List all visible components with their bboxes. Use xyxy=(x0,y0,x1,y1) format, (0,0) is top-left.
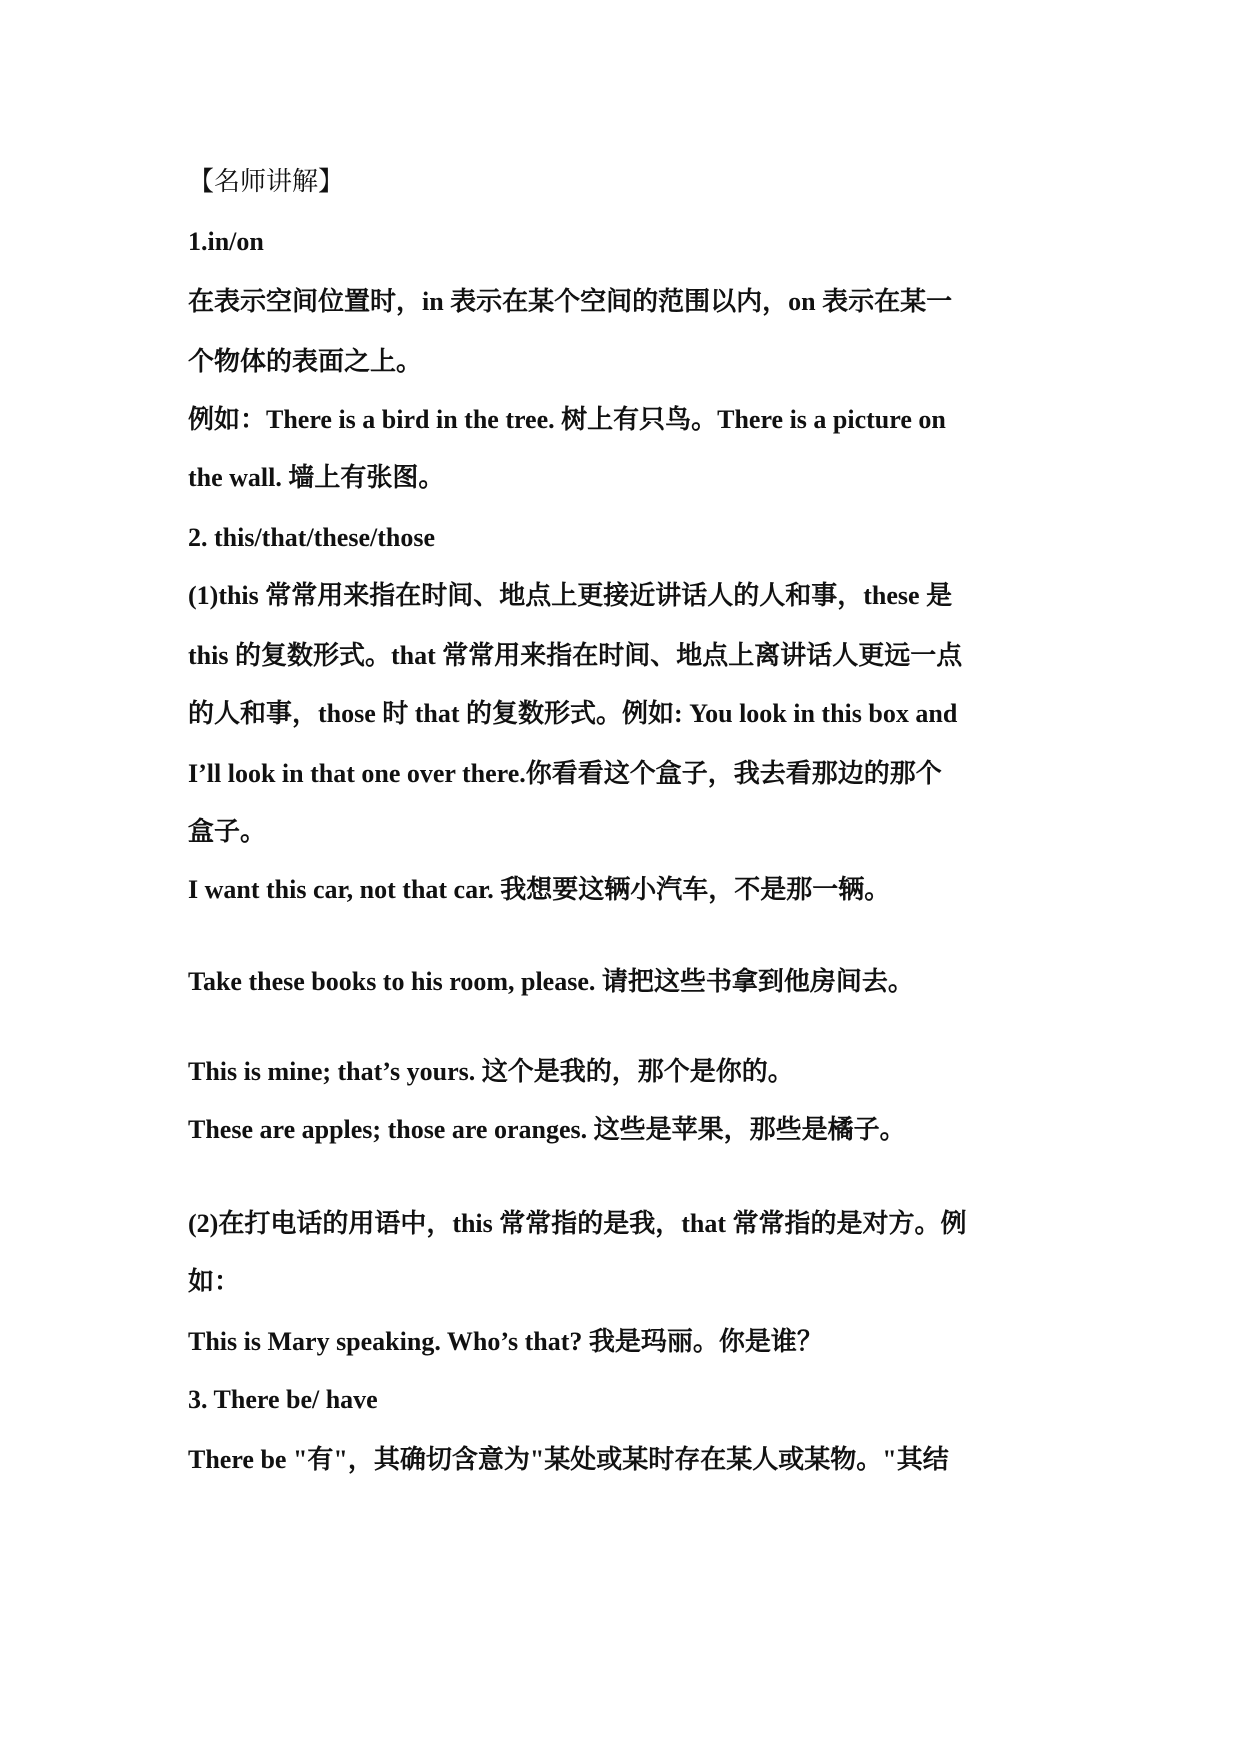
text-line: There be "有"，其确切含意为"某处或某时存在某人或某物。"其结 xyxy=(188,1445,949,1474)
text-line: 盒子。 xyxy=(188,817,267,846)
text-line: the wall. 墙上有张图。 xyxy=(188,463,445,492)
text-line: 个物体的表面之上。 xyxy=(188,347,423,376)
text-line: 2. this/that/these/those xyxy=(188,523,435,552)
text-line: I’ll look in that one over there.你看看这个盒子，我去看那边的那个 xyxy=(188,759,942,788)
text-line: 例如：There is a bird in the tree. 树上有只鸟。There is a picture on xyxy=(188,405,946,434)
text-line: 的人和事，those 时 that 的复数形式。例如: You look in this box and xyxy=(188,699,958,728)
text-line: 1.in/on xyxy=(188,227,264,256)
text-line: 如： xyxy=(188,1267,241,1296)
text-line: Take these books to his room, please. 请把这些书拿到他房间去。 xyxy=(188,967,914,996)
text-line: 在表示空间位置时，in 表示在某个空间的范围以内，on 表示在某一 xyxy=(188,287,953,316)
section-heading: 【名师讲解】 xyxy=(188,167,345,196)
text-line: This is mine; that’s yours. 这个是我的，那个是你的。 xyxy=(188,1057,794,1086)
text-line: I want this car, not that car. 我想要这辆小汽车，不是那一辆。 xyxy=(188,875,891,904)
text-line: (1)this 常常用来指在时间、地点上更接近讲话人的人和事，these 是 xyxy=(188,581,953,610)
text-line: 3. There be/ have xyxy=(188,1385,378,1414)
text-line: This is Mary speaking. Who’s that? 我是玛丽。你是谁？ xyxy=(188,1327,823,1356)
text-line: These are apples; those are oranges. 这些是苹果，那些是橘子。 xyxy=(188,1115,906,1144)
text-line: this 的复数形式。that 常常用来指在时间、地点上离讲话人更远一点 xyxy=(188,641,963,670)
text-line: (2)在打电话的用语中，this 常常指的是我，that 常常指的是对方。例 xyxy=(188,1209,967,1238)
